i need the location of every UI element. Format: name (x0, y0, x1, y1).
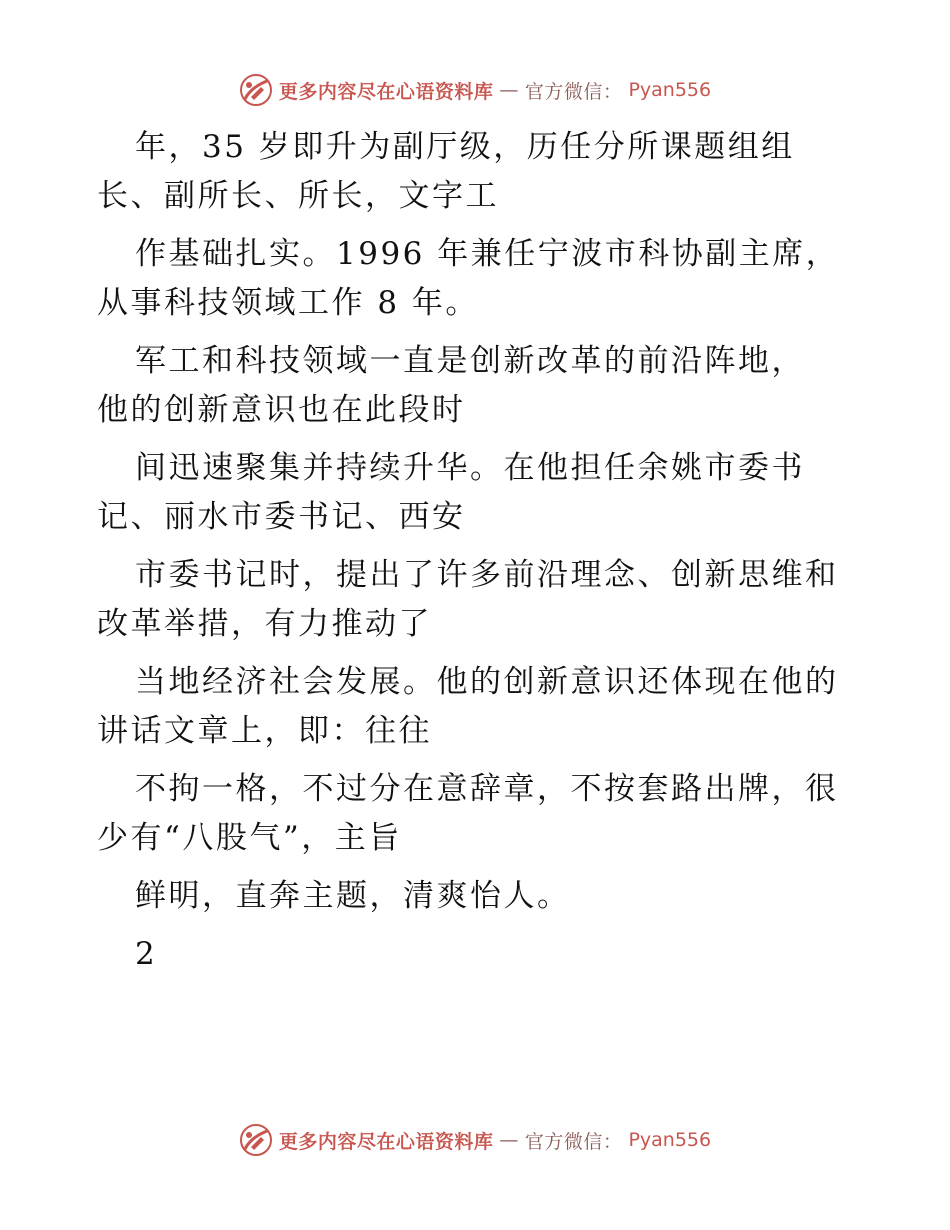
body-line: 不拘一格，不过分在意辞章，不按套路出牌，很 (135, 771, 839, 807)
body-line: 讲话文章上，即：往往 (97, 713, 432, 749)
footer-banner-text: 更多内容尽在心语资料库 (278, 1130, 494, 1153)
body-line: 年，35 岁即升为副厅级，历任分所课题组组 (135, 129, 795, 165)
footer-banner-wechat-label: 官方微信： (524, 1130, 623, 1153)
body-line: 长、副所长、所长，文字工 (97, 178, 499, 214)
header-banner-wechat-id: Pyan556 (628, 79, 712, 101)
body-line: 从事科技领域工作 8 年。 (97, 285, 479, 321)
body-line: 市委书记时，提出了许多前沿理念、创新思维和 (135, 557, 839, 593)
header-banner (0, 72, 950, 108)
header-banner-dash: — (499, 79, 519, 101)
footer-banner-wechat-id: Pyan556 (628, 1129, 712, 1151)
hand-writing-logo-icon (239, 73, 273, 107)
body-line: 间迅速聚集并持续升华。在他担任余姚市委书 (135, 450, 805, 486)
page-number: 2 (135, 936, 158, 972)
body-line: 改革举措，有力推动了 (97, 606, 432, 642)
body-line: 当地经济社会发展。他的创新意识还体现在他的 (135, 664, 839, 700)
body-line: 少有“八股气”，主旨 (97, 820, 402, 856)
body-line: 鲜明，直奔主题，清爽怡人。 (135, 878, 571, 914)
hand-writing-logo-icon (239, 1123, 273, 1157)
header-banner-wechat-label: 官方微信： (524, 80, 623, 103)
header-banner-text: 更多内容尽在心语资料库 (278, 80, 494, 103)
body-line: 记、丽水市委书记、西安 (97, 499, 466, 535)
footer-banner (0, 1122, 950, 1158)
document-body (97, 123, 877, 979)
body-line: 军工和科技领域一直是创新改革的前沿阵地， (135, 343, 805, 379)
body-line: 作基础扎实。1996 年兼任宁波市科协副主席， (135, 236, 840, 272)
footer-banner-dash: — (499, 1129, 519, 1151)
body-line: 他的创新意识也在此段时 (97, 392, 466, 428)
